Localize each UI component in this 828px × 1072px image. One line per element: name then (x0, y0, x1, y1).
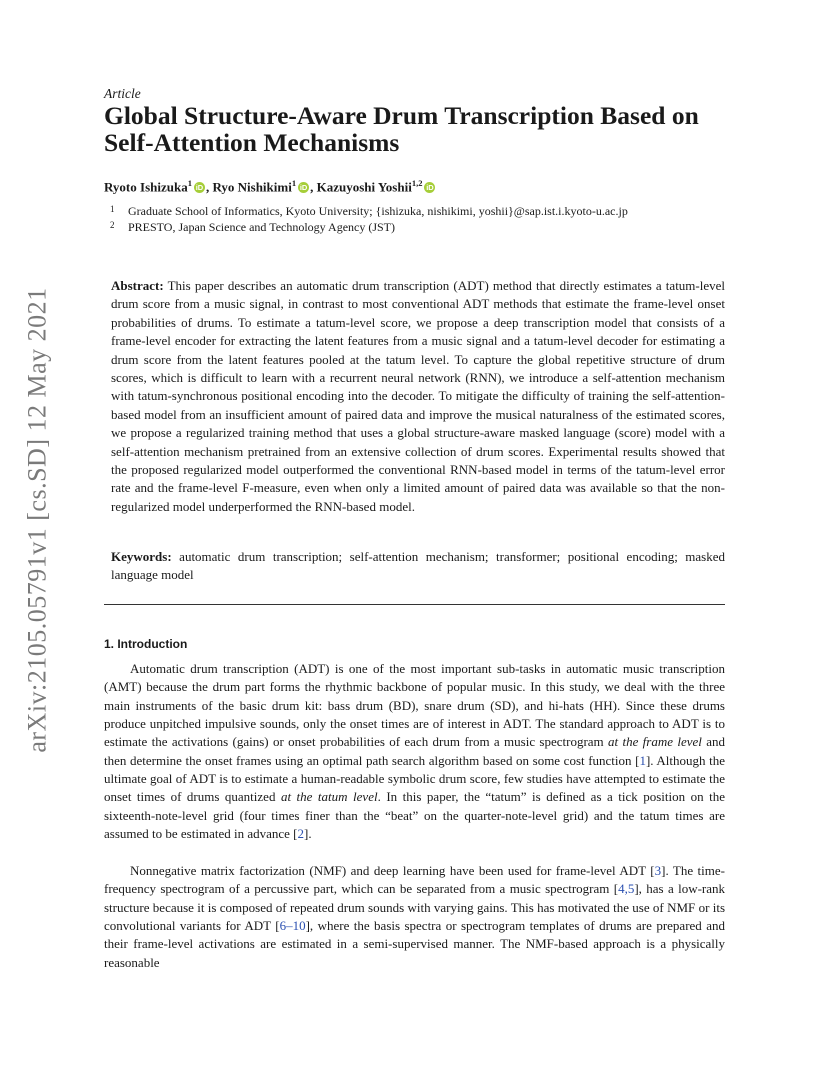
affiliation-number: 2 (110, 220, 115, 230)
orcid-icon[interactable]: iD (195, 183, 204, 193)
author-affiliation-mark: 1,2 (411, 178, 423, 188)
citation-link[interactable]: 1 (639, 752, 646, 768)
body-paragraph (104, 660, 725, 843)
affiliation-number: 1 (110, 204, 115, 214)
paper-title: Global Structure-Aware Drum Transcription Based on Self-Attention Mechanisms (104, 101, 699, 157)
body-text: ], where the basis spectra or spectrogram templates of drums are prepared and their frame-level activations are estimated in a semi-supervised manner. The NMF-based approach is a physically reasonable (104, 918, 725, 970)
orcid-icon[interactable]: iD (426, 183, 434, 193)
abstract-text: This paper describes an automatic drum transcription (ADT) method that directly estimates a tatum-level drum score from a music signal, in contrast to most conventional ADT methods that estimate the frame-level onset probabilities of drums. To estimate a tatum-level score, we propose a deep transcription model that consists of a frame-level encoder for extracting the latent features from a music signal and a tatum-level decoder for estimating a drum score from the latent features pooled at the tatum level. To capture the global repetitive structure of drum scores, which is difficult to learn with a recurrent neural network (RNN), we introduce a self-attention mechanism with tatum-synchronous positional encoding into the decoder. To mitigate the difficulty of training the self-attention-based model from an insufficient amount of paired data and improve the musical naturalness of the estimated scores, we propose a regularized training method that uses a global structure-aware masked language (score) model with a self-attention mechanism pretrained from an extensive collection of drum scores. Experimental results showed that the proposed regularized model outperformed the conventional RNN-based model in terms of the tatum-level error rate and the frame-level F-measure, even when only a limited amount of paired data was available so that the non-regularized model underperformed the RNN-based model. (111, 278, 726, 514)
body-text: Automatic drum transcription (ADT) is one of the most important sub-tasks in automatic music transcription (AMT) because the drum part forms the rhythmic backbone of popular music. In this study, we deal with the three main instruments of the basic drum kit: bass drum (BD), snare drum (SD), and hi-hats (HH). Since these drums produce unpitched impulsive sounds, only the onset times are of interest in ADT. The standard approach to ADT is to estimate the activations (gains) or onset probabilities of each drum from a music spectrogram (104, 661, 725, 750)
arxiv-sidebar (18, 280, 58, 760)
author-name: Kazuyoshi Yoshii (316, 179, 412, 195)
section-divider (104, 604, 725, 605)
abstract-label: Abstract: (111, 278, 164, 293)
keywords-text: automatic drum transcription; self-attention mechanism; transformer; positional encoding; masked language model (111, 549, 726, 583)
body-text: and then determine the onset frames using an optimal path search algorithm based on some cost function [ (104, 734, 725, 768)
author-affiliation-mark: 1 (291, 178, 297, 188)
body-emphasis: at the frame level (608, 734, 702, 750)
body-text: Nonnegative matrix factorization (NMF) and deep learning have been used for frame-level ADT [ (130, 863, 655, 878)
affiliation-text: PRESTO, Japan Science and Technology Agency (JST) (128, 220, 396, 234)
affiliation-item (104, 219, 725, 235)
arxiv-identifier: arXiv:2105.05791v1 [cs.SD] 12 May 2021 (23, 287, 53, 753)
body-text: ]. The time-frequency spectrogram of a percussive part, which can be separated from a music spectrogram [ (104, 863, 725, 897)
orcid-icon[interactable]: iD (299, 183, 308, 193)
author-name: Ryo Nishikimi (212, 179, 292, 195)
body-emphasis: at the tatum level (280, 789, 378, 805)
body-paragraph (104, 862, 725, 972)
citation-link[interactable]: 4,5 (618, 881, 635, 897)
author-separator: , (205, 179, 213, 195)
author-list (104, 178, 725, 195)
citation-link[interactable]: 2 (297, 826, 304, 842)
affiliation-item (104, 203, 725, 219)
affiliation-text: Graduate School of Informatics, Kyoto University; {ishizuka, nishikimi, yoshii}@sap.ist.i.kyoto-u.ac.jp (128, 204, 628, 218)
body-text: ]. (304, 826, 312, 842)
body-text: ]. Although the ultimate goal of ADT is to estimate a human-readable symbolic drum score, few studies have attempted to estimate the onset times of drums quantized (104, 752, 725, 805)
article-label: Article (104, 86, 141, 101)
affiliations (104, 203, 725, 235)
author-name: Ryoto Ishizuka (104, 179, 188, 195)
citation-link[interactable]: 3 (654, 863, 662, 878)
citation-link[interactable]: 6–10 (279, 918, 306, 934)
author-affiliation-mark: 1 (187, 178, 192, 188)
author-separator: , (310, 179, 317, 195)
keywords (111, 548, 725, 585)
body-text: . In this paper, the “tatum” is defined as a tick position on the sixteenth-note-level grid (four times finer than the “beat” on the quarter-note-level grid) and the tatum times are assumed to be estimated in advance [ (104, 789, 726, 842)
section-heading: 1. Introduction (104, 637, 188, 651)
abstract (111, 277, 725, 516)
keywords-label: Keywords: (111, 549, 172, 564)
body-text: ], has a low-rank structure because it is composed of repeated drum sounds with varying gains. This has motivated the use of NMF or its convolutional variants for ADT [ (104, 881, 726, 934)
